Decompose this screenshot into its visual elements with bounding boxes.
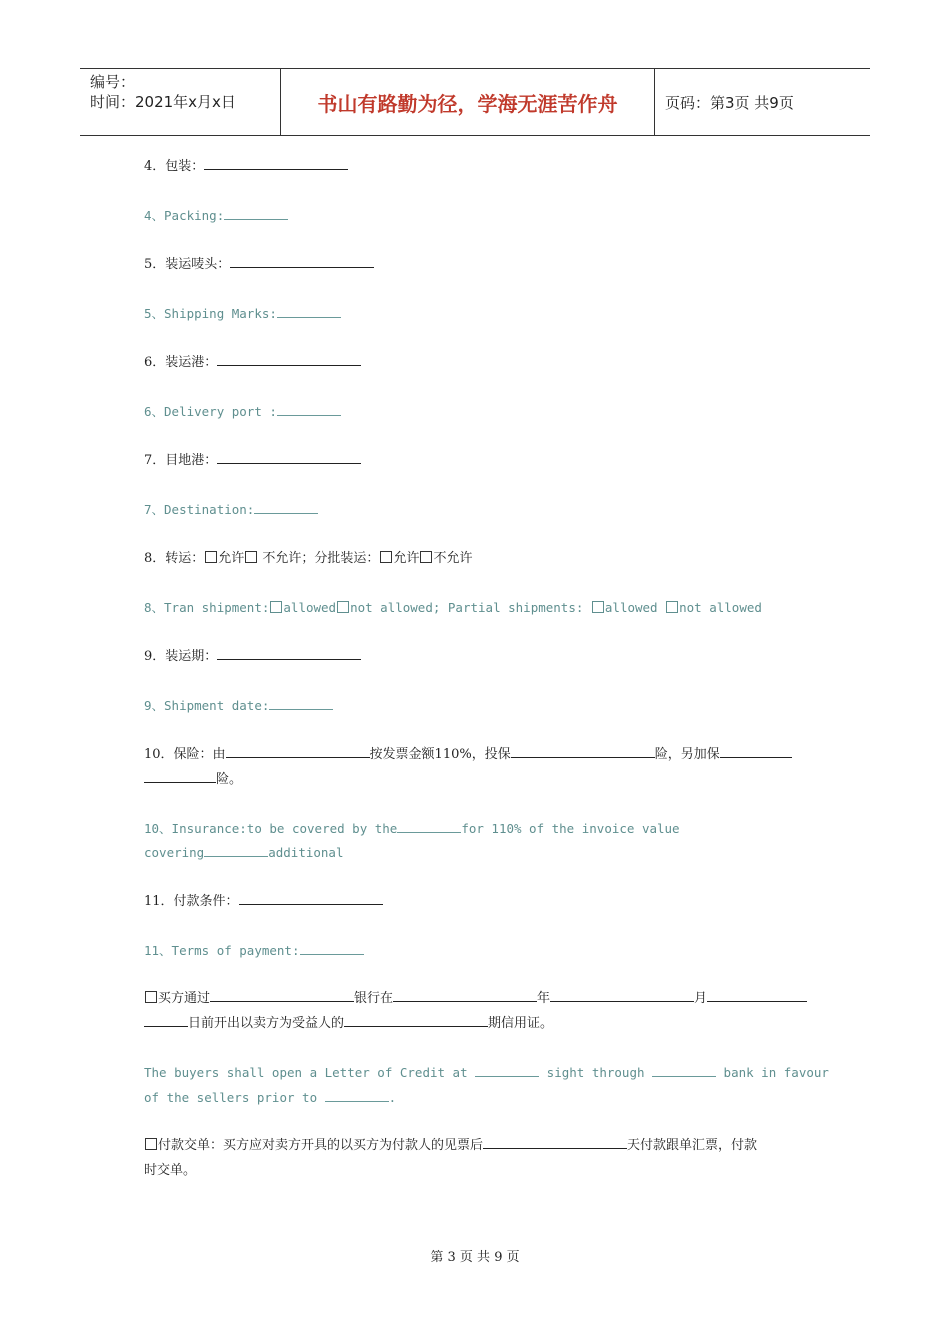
lc-term-blank[interactable] — [344, 1012, 488, 1027]
dp-checkbox[interactable] — [145, 1138, 157, 1150]
transship-en-not-allowed-checkbox[interactable] — [337, 601, 349, 613]
partial-not-allowed-checkbox[interactable] — [420, 551, 432, 563]
payment-terms-cn-line: 11．付款条件： — [144, 889, 383, 914]
dp-days-blank[interactable] — [483, 1134, 627, 1149]
shipment-date-en-line: 9、Shipment date: — [144, 693, 333, 718]
number-label: 编号： — [90, 73, 136, 91]
shipping-marks-en-line: 5、Shipping Marks: — [144, 301, 341, 326]
transshipment-cn-line: 8．转运： 允许 不允许；分批装运： 允许 不允许 — [144, 551, 473, 566]
header-page-label: 页码：第3页 共9页 — [665, 93, 794, 112]
lc-en-prior-blank[interactable] — [325, 1087, 389, 1102]
destination-en-blank[interactable] — [254, 499, 318, 514]
lc-bank-blank[interactable] — [210, 987, 354, 1002]
packing-blank[interactable] — [204, 155, 348, 170]
shipment-date-cn-line: 9．装运期： — [144, 644, 361, 669]
insurance-additional-blank[interactable] — [720, 743, 792, 758]
insurance-cn-line-2: 险。 — [144, 767, 242, 792]
shipping-marks-blank[interactable] — [230, 253, 374, 268]
dp-cn-line-2: 时交单。 — [144, 1163, 197, 1178]
shipping-marks-en-blank[interactable] — [277, 303, 341, 318]
lc-cn-line: 买方通过 银行在 年 月 — [144, 986, 807, 1011]
insurance-en-covering-blank[interactable] — [204, 842, 268, 857]
lc-en-line: The buyers shall open a Letter of Credit at sight through bank in favour — [144, 1060, 829, 1085]
payment-terms-blank[interactable] — [239, 890, 383, 905]
delivery-port-cn-line: 6．装运港： — [144, 350, 361, 375]
shipping-marks-cn-line: 5．装运唛头： — [144, 252, 374, 277]
header-meta — [80, 69, 281, 135]
insurance-additional-blank-2[interactable] — [144, 768, 216, 783]
shipment-date-en-blank[interactable] — [269, 695, 333, 710]
shipment-date-blank[interactable] — [217, 645, 361, 660]
packing-cn-line: 4．包装： — [144, 154, 348, 179]
page-footer: 第 3 页 共 9 页 — [430, 1250, 520, 1265]
delivery-port-en-line: 6、Delivery port : — [144, 399, 341, 424]
delivery-port-blank[interactable] — [217, 351, 361, 366]
partial-en-allowed-checkbox[interactable] — [592, 601, 604, 613]
partial-allowed-checkbox[interactable] — [380, 551, 392, 563]
insurance-en-line: 10、Insurance:to be covered by the for 110% of the invoice value — [144, 816, 680, 841]
packing-en-line: 4、Packing: — [144, 203, 288, 228]
header-motto: 书山有路勤为径，学海无涯苦作舟 — [281, 69, 655, 135]
dp-cn-line: 付款交单：买方应对卖方开具的以买方为付款人的见票后 天付款跟单汇票，付款 — [144, 1133, 757, 1158]
insurance-risk-blank[interactable] — [511, 743, 655, 758]
payment-terms-en-blank[interactable] — [300, 940, 364, 955]
lc-day-blank-2[interactable] — [144, 1012, 188, 1027]
delivery-port-en-blank[interactable] — [277, 401, 341, 416]
lc-year-blank[interactable] — [393, 987, 537, 1002]
lc-cn-line-2: 日前开出以卖方为受益人的 期信用证。 — [144, 1011, 553, 1036]
destination-en-line: 7、Destination: — [144, 497, 318, 522]
packing-en-blank[interactable] — [224, 205, 288, 220]
lc-en-bank-blank[interactable] — [652, 1062, 716, 1077]
partial-en-not-allowed-checkbox[interactable] — [666, 601, 678, 613]
lc-en-sight-blank[interactable] — [475, 1062, 539, 1077]
transship-en-allowed-checkbox[interactable] — [270, 601, 282, 613]
lc-checkbox[interactable] — [145, 991, 157, 1003]
destination-cn-line: 7．目地港： — [144, 448, 361, 473]
lc-month-blank[interactable] — [550, 987, 694, 1002]
page-header — [80, 68, 870, 136]
destination-blank[interactable] — [217, 449, 361, 464]
insurance-cn-line: 10．保险：由 按发票金额110%，投保 险，另加保 — [144, 742, 792, 767]
transshipment-en-line: 8、Tran shipment: allowed not allowed; Partial shipments: allowed not allowed — [144, 600, 762, 615]
transship-allowed-checkbox[interactable] — [205, 551, 217, 563]
payment-terms-en-line: 11、Terms of payment: — [144, 938, 364, 963]
transship-not-allowed-checkbox[interactable] — [245, 551, 257, 563]
date-label: 时间：2021年x月x日 — [90, 93, 236, 111]
lc-en-line-2: of the sellers prior to . — [144, 1085, 396, 1110]
insurance-en-by-blank[interactable] — [397, 818, 461, 833]
insurance-en-line-2: covering additional — [144, 840, 343, 865]
insurance-by-blank[interactable] — [226, 743, 370, 758]
lc-day-blank[interactable] — [707, 987, 807, 1002]
